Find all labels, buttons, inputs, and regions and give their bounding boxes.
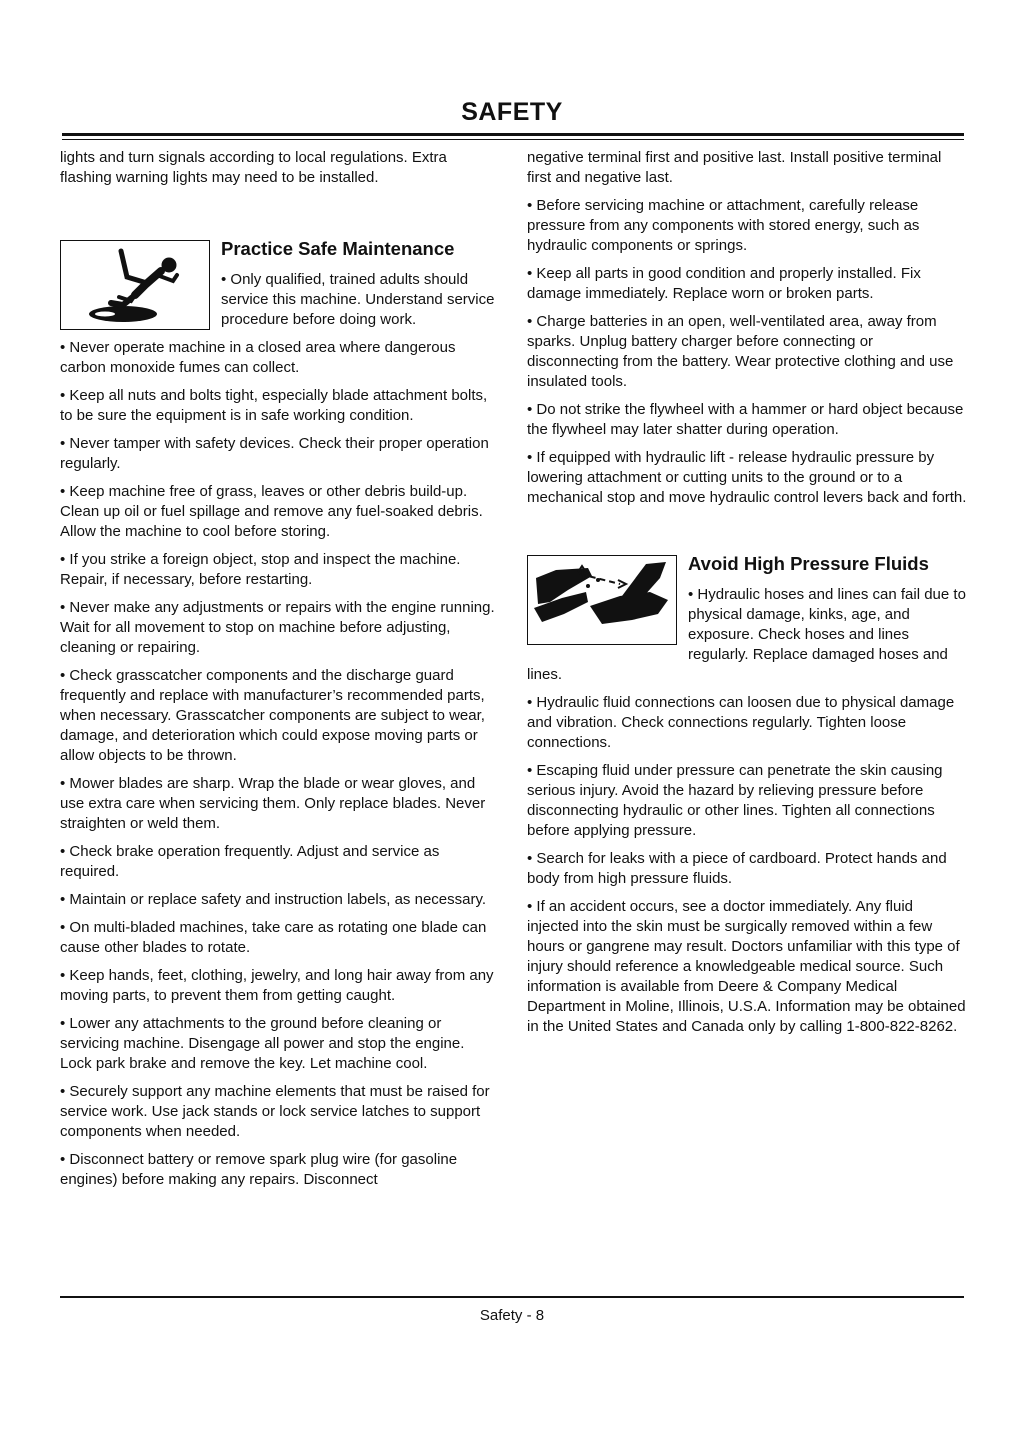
section-title: Avoid High Pressure Fluids bbox=[688, 553, 929, 574]
bullet-item: • If you strike a foreign object, stop and inspect the machine. Repair, if necessary, before restarting. bbox=[60, 551, 461, 588]
bullet-item: • Do not strike the flywheel with a hammer or hard object because the flywheel may later shatter during operation. bbox=[527, 401, 964, 438]
bullet-item: • Before servicing machine or attachment, carefully release pressure from any components with stored energy, such as hydraulic components or springs. bbox=[527, 197, 920, 254]
bullet-item: • Never operate machine in a closed area where dangerous carbon monoxide fumes can collect. bbox=[60, 339, 456, 376]
bullet-item: • On multi-bladed machines, take care as rotating one blade can cause other blades to rotate. bbox=[60, 919, 487, 956]
bullet-item: • Keep all parts in good condition and properly installed. Fix damage immediately. Replace worn or broken parts. bbox=[527, 265, 921, 302]
bullet-item: • Maintain or replace safety and instruction labels, as necessary. bbox=[60, 891, 487, 908]
section-practice-safe-maintenance bbox=[60, 238, 500, 1198]
bullet-item: • Search for leaks with a piece of cardboard. Protect hands and body from high pressure fluids. bbox=[527, 850, 947, 887]
bullet-item: • If equipped with hydraulic lift - release hydraulic pressure by lowering attachment or cutting units to the ground or to a mechanical stop and move hydraulic control levers back and forth. bbox=[527, 449, 967, 506]
bullet-item: • Keep machine free of grass, leaves or other debris build-up. Clean up oil or fuel spillage and remove any fuel-soaked debris. Allow the machine to cool before storing. bbox=[60, 483, 483, 540]
bullet-item: • Never tamper with safety devices. Check their proper operation regularly. bbox=[60, 435, 489, 472]
section-title: Practice Safe Maintenance bbox=[221, 238, 455, 259]
bullet-item: • Mower blades are sharp. Wrap the blade or wear gloves, and use extra care when servicing them. Only replace blades. Never straighten or weld them. bbox=[60, 775, 486, 832]
header-rule-thick bbox=[62, 133, 964, 136]
high-pressure-fluid-icon bbox=[527, 555, 677, 645]
paragraph: negative terminal first and positive last. Install positive terminal first and negative last. bbox=[527, 149, 942, 186]
bullet-item: • Securely support any machine elements that must be raised for service work. Use jack stands or lock service latches to support components when needed. bbox=[60, 1083, 490, 1140]
bullet-item: • Keep hands, feet, clothing, jewelry, and long hair away from any moving parts, to prevent them from getting caught. bbox=[60, 967, 494, 1004]
bullet-item: • Check brake operation frequently. Adjust and service as required. bbox=[60, 843, 440, 880]
bullet-item: • If an accident occurs, see a doctor immediately. Any fluid injected into the skin must be surgically removed within a few hours or gangrene may result. Doctors unfamiliar with this type of injury should reference a knowledgeable medical source. Such information is available from Deere & Company Medical Department in Moline, Illinois, U.S.A. Information may be obtained in the United States and Canada only by calling 1-800-822-8262. bbox=[527, 898, 966, 1035]
bullet-item: • Hydraulic hoses and lines can fail due to physical damage, kinks, age, and exposure. Check hoses and lines regularly. Replace damaged hoses and lines. bbox=[527, 586, 966, 683]
right-column bbox=[527, 148, 967, 1045]
page-footer: Safety - 8 bbox=[479, 1307, 545, 1324]
header-rule-thin bbox=[62, 139, 964, 140]
bullet-item: • Keep all nuts and bolts tight, especially blade attachment bolts, to be sure the equipment is in safe working condition. bbox=[60, 387, 488, 424]
slip-fall-icon bbox=[60, 240, 210, 330]
left-column bbox=[60, 148, 500, 1198]
section-avoid-high-pressure-fluids bbox=[527, 553, 967, 1045]
bullet-item: • Check grasscatcher components and the discharge guard frequently and replace with manufacturer’s recommended parts, when necessary. Grasscatcher components are subject to wear, damage, and deterioration which could expose moving parts or allow objects to be thrown. bbox=[60, 667, 485, 764]
bullet-item: • Only qualified, trained adults should service this machine. Understand service procedure before doing work. bbox=[221, 271, 495, 328]
footer-rule bbox=[60, 1296, 964, 1298]
bullet-item: • Hydraulic fluid connections can loosen due to physical damage and vibration. Check connections regularly. Tighten loose connections. bbox=[527, 694, 955, 751]
paragraph: lights and turn signals according to local regulations. Extra flashing warning lights may need to be installed. bbox=[60, 149, 447, 186]
bullet-item: • Never make any adjustments or repairs with the engine running. Wait for all movement to stop on machine before adjusting, cleaning or repairing. bbox=[60, 599, 495, 656]
bullet-item: • Escaping fluid under pressure can penetrate the skin causing serious injury. Avoid the hazard by relieving pressure before disconnecting hydraulic or other lines. Tighten all connections before applying pressure. bbox=[527, 762, 943, 839]
bullet-item: • Lower any attachments to the ground before cleaning or servicing machine. Disengage all power and stop the engine. Lock park brake and remove the key. Let machine cool. bbox=[60, 1015, 465, 1072]
page-title: SAFETY bbox=[461, 98, 563, 126]
bullet-item: • Disconnect battery or remove spark plug wire (for gasoline engines) before making any repairs. Disconnect bbox=[60, 1151, 458, 1188]
bullet-item: • Charge batteries in an open, well-ventilated area, away from sparks. Unplug battery charger before connecting or disconnecting from the battery. Wear protective clothing and use insulated tools. bbox=[527, 313, 954, 390]
